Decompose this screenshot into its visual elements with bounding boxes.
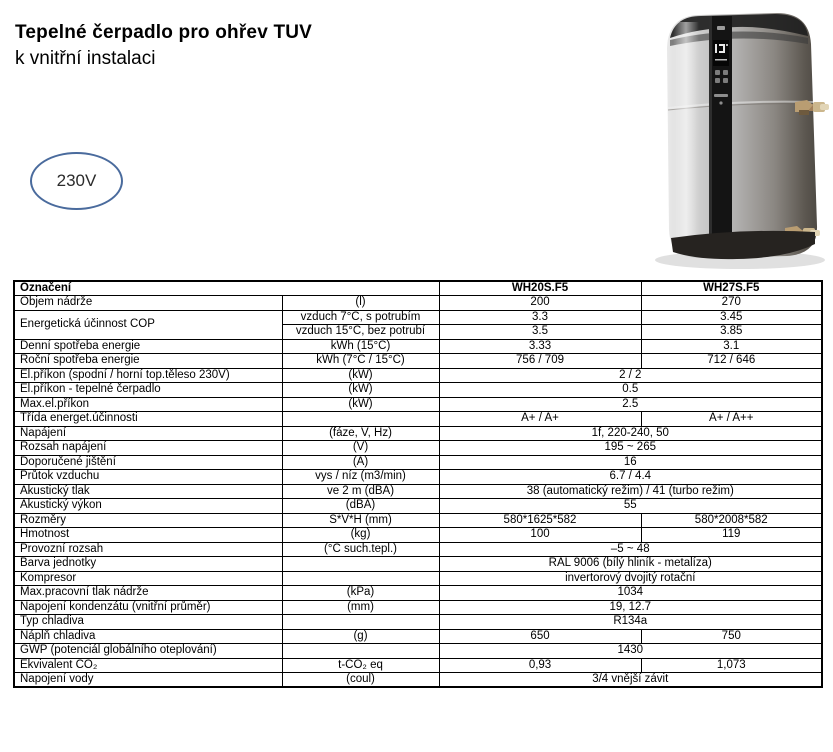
spec-value-wh27s: 3.1 — [641, 339, 822, 354]
header-model-wh20s: WH20S.F5 — [439, 281, 641, 296]
spec-label: Barva jednotky — [14, 557, 282, 572]
spec-table — [13, 280, 823, 688]
table-row — [14, 658, 822, 673]
table-row — [14, 412, 822, 427]
table-row — [14, 441, 822, 456]
spec-value-wh20s: 650 — [439, 629, 641, 644]
spec-unit — [282, 615, 439, 630]
spec-value-wh20s: 0,93 — [439, 658, 641, 673]
spec-label: Max.pracovní tlak nádrže — [14, 586, 282, 601]
table-row — [14, 397, 822, 412]
spec-value-both-models: 38 (automatický režim) / 41 (turbo režim) — [439, 484, 822, 499]
spec-unit: Š*V*H (mm) — [282, 513, 439, 528]
table-row — [14, 470, 822, 485]
spec-label: Energetická účinnost COP — [14, 310, 282, 339]
spec-label: GWP (potenciál globálního oteplování) — [14, 644, 282, 659]
spec-label: El.příkon (spodní / horní top.těleso 230V) — [14, 368, 282, 383]
spec-unit: ve 2 m (dBA) — [282, 484, 439, 499]
spec-label: Denní spotřeba energie — [14, 339, 282, 354]
spec-label: Rozměry — [14, 513, 282, 528]
spec-unit: (kW) — [282, 383, 439, 398]
spec-label: Napojení vody — [14, 673, 282, 688]
spec-value-both-models: 16 — [439, 455, 822, 470]
table-row — [14, 557, 822, 572]
table-row — [14, 600, 822, 615]
spec-label: Průtok vzduchu — [14, 470, 282, 485]
spec-label: Max.el.příkon — [14, 397, 282, 412]
table-row — [14, 426, 822, 441]
spec-unit: (g) — [282, 629, 439, 644]
table-row — [14, 615, 822, 630]
spec-value-wh27s: 270 — [641, 296, 822, 311]
spec-label: Napájení — [14, 426, 282, 441]
spec-value-both-models: 1430 — [439, 644, 822, 659]
spec-unit: (kW) — [282, 368, 439, 383]
table-row — [14, 528, 822, 543]
spec-unit: kWh (15°C) — [282, 339, 439, 354]
spec-table-body — [14, 296, 822, 688]
spec-unit: (coul) — [282, 673, 439, 688]
spec-value-both-models: 1f, 220-240, 50 — [439, 426, 822, 441]
spec-label: Ekvivalent CO₂ — [14, 658, 282, 673]
table-row — [14, 499, 822, 514]
spec-unit — [282, 571, 439, 586]
spec-value-wh27s: 712 / 646 — [641, 354, 822, 369]
spec-unit: vzduch 15°C, bez potrubí — [282, 325, 439, 340]
spec-value-both-models: 2 / 2 — [439, 368, 822, 383]
spec-value-both-models: invertorový dvojitý rotační — [439, 571, 822, 586]
spec-label: Typ chladiva — [14, 615, 282, 630]
spec-value-wh27s: 119 — [641, 528, 822, 543]
spec-label: Objem nádrže — [14, 296, 282, 311]
spec-value-both-models: 0.5 — [439, 383, 822, 398]
spec-unit — [282, 644, 439, 659]
spec-unit: (kW) — [282, 397, 439, 412]
spec-unit: (fáze, V, Hz) — [282, 426, 439, 441]
spec-value-both-models: 19, 12.7 — [439, 600, 822, 615]
table-row — [14, 310, 822, 325]
table-row — [14, 513, 822, 528]
spec-unit: kWh (7°C / 15°C) — [282, 354, 439, 369]
brand-mark — [717, 26, 725, 30]
spec-label: Rozsah napájení — [14, 441, 282, 456]
spec-value-wh27s: A+ / A++ — [641, 412, 822, 427]
spec-unit: (kPa) — [282, 586, 439, 601]
spec-unit: (V) — [282, 441, 439, 456]
spec-unit: (kg) — [282, 528, 439, 543]
spec-value-wh20s: 580*1625*582 — [439, 513, 641, 528]
spec-unit — [282, 557, 439, 572]
voltage-badge — [30, 152, 123, 210]
display-panel — [713, 40, 729, 66]
page-subtitle: k vnitřní instalaci — [15, 48, 156, 69]
spec-label: Roční spotřeba energie — [14, 354, 282, 369]
spec-label: Třída energet.účinnosti — [14, 412, 282, 427]
spec-value-wh27s: 3.85 — [641, 325, 822, 340]
spec-unit: (°C such.tepl.) — [282, 542, 439, 557]
table-header-row — [14, 281, 822, 296]
table-row — [14, 368, 822, 383]
spec-unit: (dBA) — [282, 499, 439, 514]
voltage-badge-label: 230V — [56, 171, 97, 190]
table-row — [14, 383, 822, 398]
spec-unit — [282, 412, 439, 427]
spec-value-both-models: 2.5 — [439, 397, 822, 412]
spec-value-wh27s: 1,073 — [641, 658, 822, 673]
spec-unit: (l) — [282, 296, 439, 311]
table-row — [14, 354, 822, 369]
table-row — [14, 455, 822, 470]
spec-label: El.příkon - tepelné čerpadlo — [14, 383, 282, 398]
spec-value-both-models: R134a — [439, 615, 822, 630]
spec-value-both-models: 3/4 vnější závit — [439, 673, 822, 688]
header-model-wh27s: WH27S.F5 — [641, 281, 822, 296]
spec-value-both-models: RAL 9006 (bílý hliník - metalíza) — [439, 557, 822, 572]
table-row — [14, 586, 822, 601]
spec-value-wh27s: 580*2008*582 — [641, 513, 822, 528]
spec-value-wh20s: A+ / A+ — [439, 412, 641, 427]
table-row — [14, 644, 822, 659]
table-row — [14, 484, 822, 499]
spec-label: Hmotnost — [14, 528, 282, 543]
table-row — [14, 296, 822, 311]
spec-unit: vzduch 7°C, s potrubím — [282, 310, 439, 325]
page-title: Tepelné čerpadlo pro ohřev TUV — [15, 22, 313, 43]
table-row — [14, 542, 822, 557]
spec-unit: vys / níz (m3/min) — [282, 470, 439, 485]
spec-value-both-models: 195 ~ 265 — [439, 441, 822, 456]
spec-value-wh20s: 100 — [439, 528, 641, 543]
spec-label: Provozní rozsah — [14, 542, 282, 557]
spec-unit: (A) — [282, 455, 439, 470]
spec-value-both-models: –5 ~ 48 — [439, 542, 822, 557]
table-row — [14, 673, 822, 688]
spec-label: Kompresor — [14, 571, 282, 586]
spec-value-wh27s: 3.45 — [641, 310, 822, 325]
spec-label: Doporučené jištění — [14, 455, 282, 470]
header-designation: Označení — [14, 281, 439, 296]
spec-value-wh20s: 3.33 — [439, 339, 641, 354]
spec-value-wh20s: 200 — [439, 296, 641, 311]
spec-value-both-models: 6.7 / 4.4 — [439, 470, 822, 485]
spec-value-both-models: 55 — [439, 499, 822, 514]
spec-unit: t-CO₂ eq — [282, 658, 439, 673]
title-block — [15, 22, 312, 70]
spec-value-both-models: 1034 — [439, 586, 822, 601]
spec-label: Akustický výkon — [14, 499, 282, 514]
spec-value-wh27s: 750 — [641, 629, 822, 644]
table-row — [14, 339, 822, 354]
table-row — [14, 629, 822, 644]
product-photo — [637, 4, 833, 274]
spec-label: Náplň chladiva — [14, 629, 282, 644]
spec-label: Napojení kondenzátu (vnitřní průměr) — [14, 600, 282, 615]
spec-label: Akustický tlak — [14, 484, 282, 499]
table-row — [14, 571, 822, 586]
spec-unit: (mm) — [282, 600, 439, 615]
spec-value-wh20s: 3.5 — [439, 325, 641, 340]
spec-value-wh20s: 756 / 709 — [439, 354, 641, 369]
spec-value-wh20s: 3.3 — [439, 310, 641, 325]
